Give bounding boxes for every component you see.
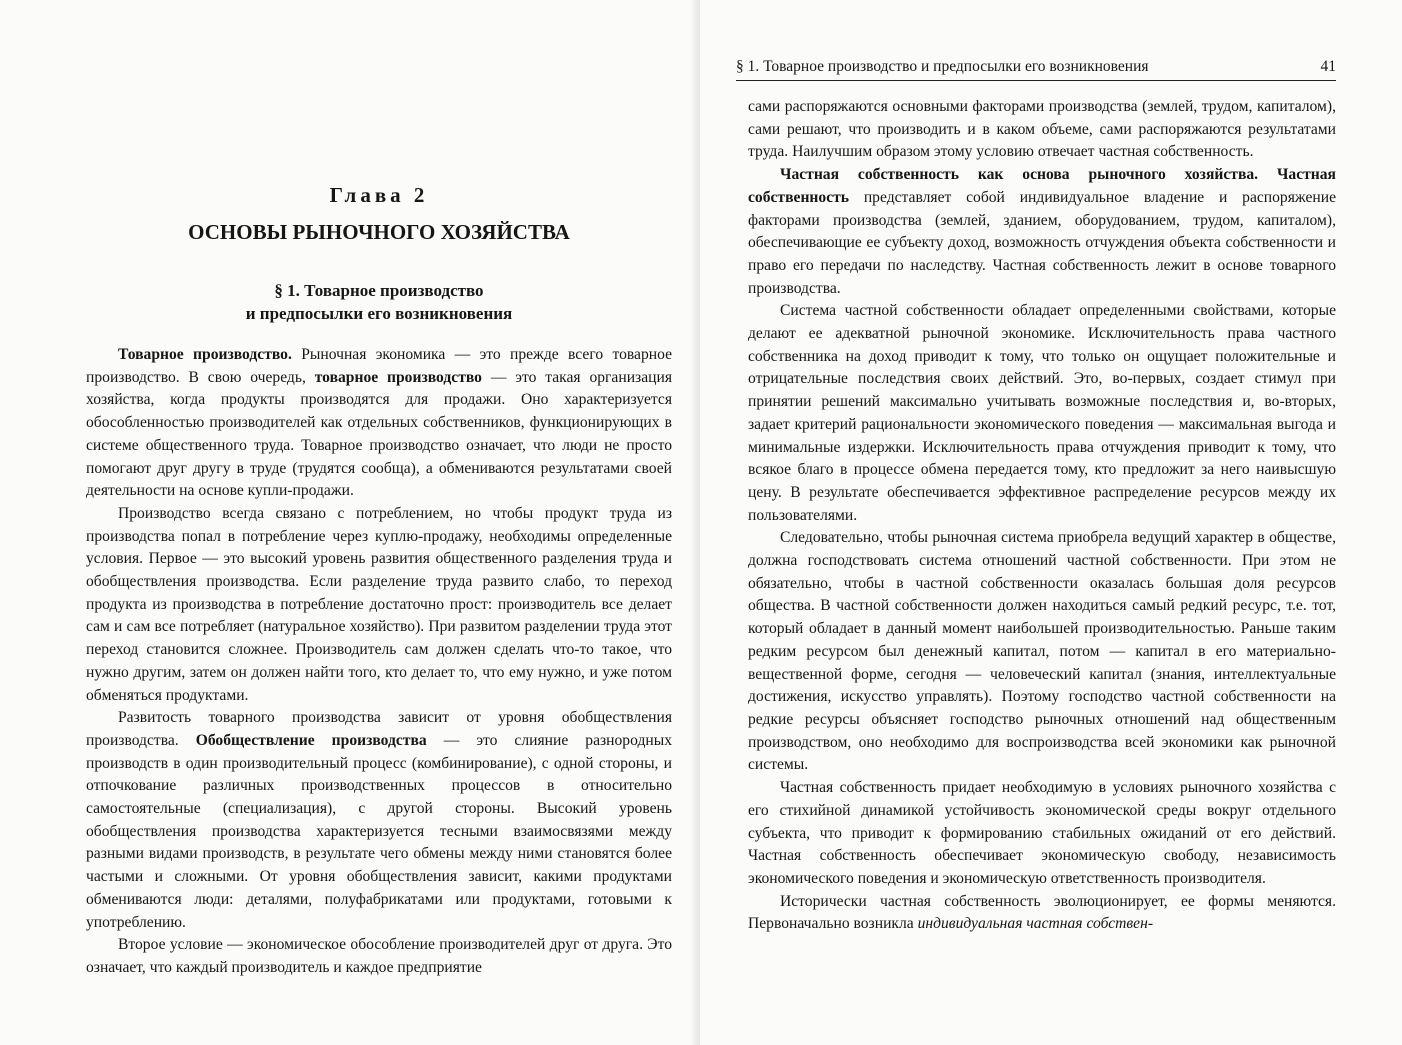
paragraph: Производство всегда связано с потреблением, но чтобы продукт труда из производства попал в потребление через куплю-продажу, необходимы определенные условия. Первое — это высокий уровень развития общественного разделения труда и обобществления производства. Если разделение труда развито слабо, то переход продукта из производства в потребление достаточно прост: производитель все делает сам и сам все потребляет (натуральное хозяйство). При развитом разделении труда этот переход становится сложнее. Производитель сам должен сделать что-то такое, что нужно другим, затем он должен найти того, кто делает то, что ему нужно, и уже потом обменяться продуктами. [86,504,672,704]
paragraph: Следовательно, чтобы рыночная система приобрела ведущий характер в обществе, должна господствовать система отношений частной собственности. При этом не обязательно, чтобы в частной собственности оказалась большая доля ресурсов общества. В частной собственности должен находиться самый редкий ресурс, т.е. тот, который обладает в данный момент наибольшей производительностью. Раньше таким редким ресурсом был денежный капитал, потом — капитал в его материально-вещественной форме, сегодня — человеческий капитал (знания, интеллектуальные достижения, искусство управлять). Поэтому господство частной собственности на редкие ресурсы объясняет господство рыночных отношений над общественным производством, оно необходимо для воспроизводства всей экономики как рыночной системы. [748,529,1336,774]
paragraph: Частная собственность придает необходимую в условиях рыночного хозяйства с его стихийной динамикой устойчивость экономической среды вокруг отдельного субъекта, что приводит к формированию стабильных ожиданий от его действий. Частная собственность обеспечивает экономическую свободу, независимость экономического поведения и экономическую ответственность производителя. [748,779,1336,887]
running-head [736,56,1336,81]
running-head-title: § 1. Товарное производство и предпосылки его возникновения [736,58,1149,75]
part-title: ОСНОВЫ РЫНОЧНОГО ХОЗЯЙСТВА [188,220,570,244]
chapter-label: Глава 2 [329,183,429,207]
section-title-line-1: § 1. Товарное производство [274,281,484,300]
paragraph [748,164,1336,300]
bold-term: Частная собственность как основа рыночного хозяйства. Частная собственность [748,166,1336,206]
paragraph: Второе условие — экономическое обособление производителей друг от друга. Это означает, что каждый производитель и каждое предприятие [86,936,672,976]
left-text-column [86,344,672,980]
right-text-column [748,96,1336,936]
paragraph [86,344,672,503]
left-page [0,0,700,1045]
text-run: представляет собой индивидуальное владение и распоряжение факторами производства (землей, зданием, оборудованием, трудом, капиталом), обеспечивающие ее субъекту доход, возможность отчуждения объекта собственности и право его передачи по наследству. Частная собственность лежит в основе товарного производства. [748,188,1336,297]
paragraph: сами распоряжаются основными факторами производства (землей, трудом, капиталом), сами решают, что производить и в каком объеме, сами распоряжаются результатами труда. Наилучшим образом этому условию отвечает частная собственность. [748,98,1336,161]
bold-term: Обобществление производства [195,731,427,749]
text-run: Исторически частная собственность эволюционирует, ее формы меняются. Первоначально возникла [748,892,1336,933]
section-title [86,279,672,325]
right-page [700,0,1402,1045]
text-run: — это такая организация хозяйства, когда продукты производятся для продажи. Оно характеризуется обособленностью производителей как отдельных собственников, функционирующих в системе общественного труда. Товарное производство означает, что люди не просто помогают друг другу в труде (трудятся сообща), а обмениваются результатами своей деятельности на основе купли-продажи. [86,368,672,500]
page-number: 41 [1320,58,1336,75]
section-title-line-2: и предпосылки его возникновения [245,304,513,323]
bold-term: Товарное производство. [118,346,292,363]
text-run: — это слияние разнородных производств в один производительный процесс (комбинирование), с одной стороны, и отпочкование различных производственных процессов в относительно самостоятельные (специализация), с другой стороны. Высокий уровень обобществления производства характеризуется тесными взаимосвязями между разными видами производств, в результате чего обмены между ними становятся более частыми и сложными. От уровня обобществления зависит, какими продуктами обмениваются люди: деталями, полуфабрикатами или продуктами, готовыми к употреблению. [86,731,672,931]
text-run: Рыночная экономика — это прежде всего товарное производство. В свою очередь, [86,346,672,386]
text-run: Развитость товарного производства зависит от уровня обобществления производства. [86,709,672,749]
paragraph [86,707,672,934]
paragraph: Система частной собственности обладает определенными свойствами, которые делают ее адекватной рыночной экономике. Исключительность права частного собственника на доход приводит к тому, что только он ощущает положительные и отрицательные последствия своих действий. Это, во-первых, создает стимул при принятии решений максимально учитывать возможные последствия и, во-вторых, задает критерий рациональности экономического поведения — максимальная выгода и минимальные издержки. Исключительность права отчуждения приводит к тому, что всякое благо в процессе обмена передается тому, кто предложит за него наивысшую цену. В результате обеспечивается эффективное распределение ресурсов между их пользователями. [748,302,1336,524]
paragraph [748,891,1336,936]
italic-term: индивидуальная частная собствен- [917,915,1154,933]
bold-term: товарное производство [314,368,482,386]
